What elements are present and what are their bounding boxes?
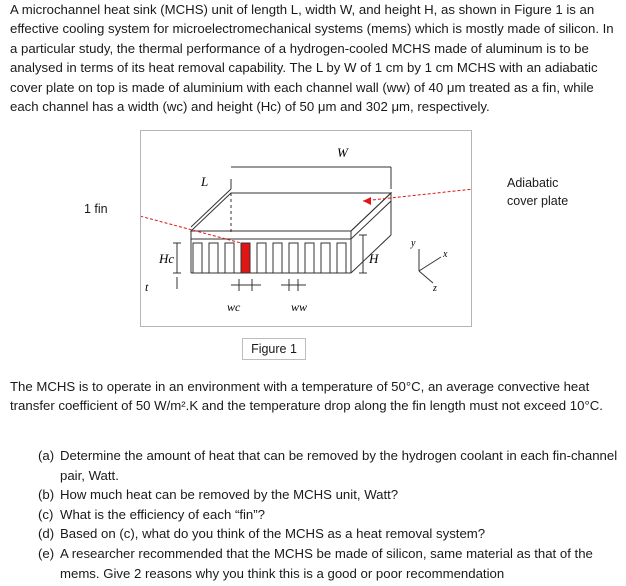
callout-cover-line2: cover plate — [507, 194, 569, 208]
question-text: Determine the amount of heat that can be removed by the hydrogen coolant in each fin-channel pair, Watt. — [60, 448, 618, 483]
question-a — [38, 446, 618, 485]
label-W: W — [337, 145, 348, 160]
problem-conditions: The MCHS is to operate in an environment with a temperature of 50°C, an average convective heat transfer coefficient of 50 W/m².K and the temperature drop along the fin length must not exceed 10°C. — [10, 379, 603, 414]
question-text: Based on (c), what do you think of the MCHS as a heat removal system? — [60, 526, 486, 542]
question-e — [38, 544, 618, 583]
question-label: (c) — [38, 506, 54, 522]
question-c — [38, 505, 618, 525]
cover-front — [191, 231, 351, 239]
label-L: L — [201, 174, 209, 189]
problem-intro: A microchannel heat sink (MCHS) unit of length L, width W, and height H, as shown in Figure 1 is an effective cooling system for microelectromechanical systems (mems) which is mostly made of silicon. In a particular study, the thermal performance of a hydrogen-cooled MCHS made of aluminum is to be analysed in terms of its heat removal capability. The L by W of 1 cm by 1 cm MCHS with an adiabatic cover plate on top is made of aluminium with each channel wall (ww) of 40 μm treated as a fin, while each channel has a width (wc) and height (Hc) of 50 μm and 302 μm, respectively. — [10, 2, 614, 115]
label-Hc: Hc — [159, 251, 175, 266]
callout-fin: 1 fin — [84, 202, 108, 216]
question-text: How much heat can be removed by the MCHS unit, Watt? — [60, 487, 399, 503]
channel-walls — [193, 243, 346, 273]
question-b — [38, 485, 618, 505]
mchs-diagram — [141, 131, 471, 326]
question-list — [38, 446, 618, 583]
axis-x: x — [443, 249, 448, 260]
question-label: (b) — [38, 487, 55, 503]
question-d — [38, 524, 618, 544]
question-label: (e) — [38, 545, 55, 561]
question-text: What is the efficiency of each “fin”? — [60, 506, 265, 522]
callout-cover-line1: Adiabatic — [507, 176, 559, 190]
label-wc: wc — [227, 300, 241, 314]
label-t: t — [145, 280, 149, 294]
figure-1 — [140, 130, 472, 327]
highlighted-fin — [241, 243, 250, 273]
figure-caption: Figure 1 — [242, 338, 306, 360]
label-H: H — [369, 251, 379, 266]
axis-z: z — [433, 283, 437, 294]
question-text: A researcher recommended that the MCHS be made of silicon, same material as that of the mems. Give 2 reasons why you think this is a good or poor recommendation — [60, 545, 593, 581]
axis-y: y — [411, 238, 416, 249]
label-ww: ww — [291, 300, 308, 314]
question-label: (d) — [38, 526, 55, 542]
question-label: (a) — [38, 448, 55, 463]
